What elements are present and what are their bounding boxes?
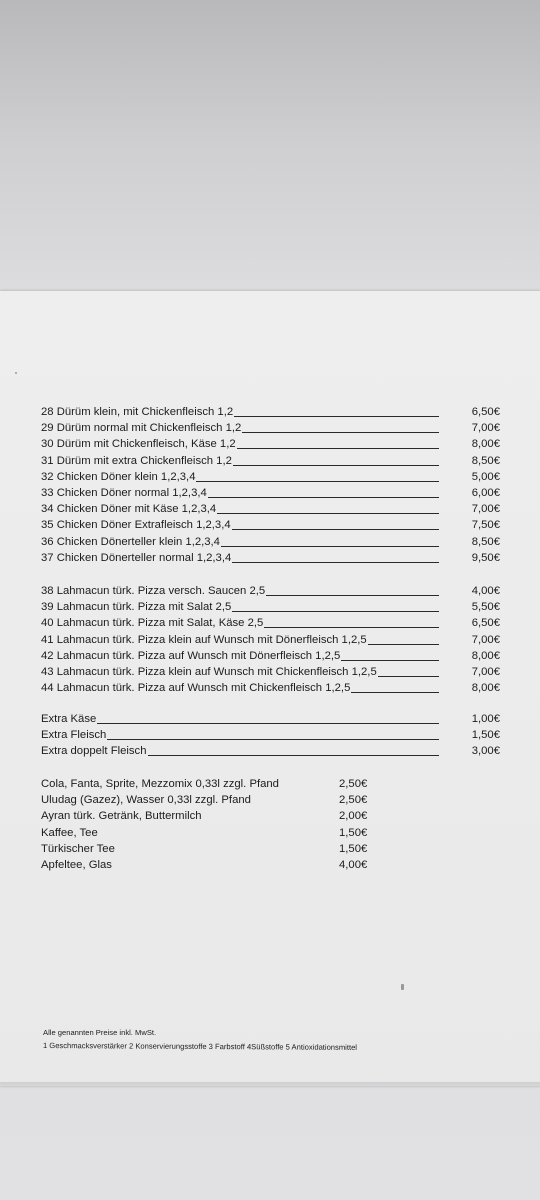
menu-section-lahmacun	[41, 583, 501, 696]
menu-item-name: 31 Dürüm mit extra Chickenfleisch 1,2	[41, 454, 232, 467]
menu-item-price: 7,00€	[471, 633, 500, 646]
menu-item-name: Extra doppelt Fleisch	[41, 745, 147, 758]
menu-item	[41, 776, 501, 792]
menu-item-name: 28 Dürüm klein, mit Chickenfleisch 1,2	[41, 406, 234, 418]
menu-item-name: 38 Lahmacun türk. Pizza versch. Saucen 2,5	[41, 585, 266, 597]
menu-item	[41, 808, 501, 824]
menu-item	[41, 404, 501, 420]
menu-item-price: 1,00€	[471, 713, 500, 725]
menu-item-price: 6,00€	[471, 486, 500, 499]
menu-item-price: 6,50€	[471, 617, 500, 630]
leader-line	[221, 546, 439, 547]
menu-item-price: 4,00€	[471, 585, 500, 597]
menu-item	[41, 727, 501, 743]
menu-item	[41, 632, 501, 648]
menu-item-price: 5,50€	[471, 601, 500, 614]
menu-item-price: 1,50€	[339, 826, 368, 839]
menu-item-price: 8,00€	[471, 649, 500, 662]
menu-item-name: Türkischer Tee	[41, 842, 115, 855]
menu-item-name: 34 Chicken Döner mit Käse 1,2,3,4	[41, 503, 217, 516]
menu-item-price: 8,00€	[471, 438, 500, 451]
menu-item-price: 7,00€	[471, 503, 500, 516]
menu-item-price: 2,50€	[339, 778, 368, 790]
menu-item	[41, 711, 501, 727]
paper-speck	[15, 372, 17, 374]
menu-item	[41, 825, 501, 841]
menu-item-price: 7,00€	[471, 665, 500, 678]
menu-item-price: 8,50€	[471, 535, 500, 548]
paper-speck	[401, 984, 404, 990]
menu-item-name: 36 Chicken Dönerteller klein 1,2,3,4	[41, 535, 220, 548]
menu-item-name: Extra Käse	[41, 713, 97, 725]
menu-item-price: 2,00€	[339, 810, 368, 823]
leader-line	[368, 644, 439, 645]
leader-line	[234, 416, 439, 417]
menu-item	[41, 517, 501, 533]
menu-item-price: 1,50€	[471, 729, 500, 742]
menu-item-name: Cola, Fanta, Sprite, Mezzomix 0,33l zzgl. Pfand	[41, 778, 279, 790]
menu-item	[41, 792, 501, 808]
menu-item	[41, 420, 501, 436]
menu-item	[41, 453, 501, 469]
menu-item	[41, 680, 501, 696]
menu-item	[41, 857, 501, 873]
leader-line	[232, 529, 439, 530]
leader-line	[233, 465, 439, 466]
sheet-edge	[0, 1082, 540, 1086]
menu-item-price: 8,00€	[471, 682, 500, 695]
menu-item-name: 44 Lahmacun türk. Pizza auf Wunsch mit Chickenfleisch 1,2,5	[41, 682, 351, 695]
leader-line	[351, 692, 439, 693]
menu-section-drinks	[41, 776, 501, 873]
leader-line	[232, 611, 439, 612]
menu-item	[41, 501, 501, 517]
leader-line	[264, 627, 439, 628]
leader-line	[232, 562, 439, 563]
background-wall	[0, 0, 540, 300]
menu-section-extras	[41, 711, 501, 760]
additives-legend: 1 Geschmacksverstärker 2 Konservierungsstoffe 3 Farbstoff 4Süßstoffe 5 Antioxidationsmittel	[42, 1041, 358, 1052]
menu-item	[41, 648, 501, 664]
menu-item	[41, 583, 501, 599]
menu-item-price: 2,50€	[339, 794, 368, 807]
menu-item	[41, 615, 501, 631]
menu-item-name: 29 Dürüm normal mit Chickenfleisch 1,2	[41, 422, 242, 435]
menu-item-name: Ayran türk. Getränk, Buttermilch	[41, 810, 202, 823]
menu-item-name: 43 Lahmacun türk. Pizza klein auf Wunsch mit Chickenfleisch 1,2,5	[41, 665, 377, 678]
leader-line	[97, 723, 439, 724]
menu-item	[41, 550, 501, 566]
menu-item-price: 9,50€	[471, 551, 500, 564]
leader-line	[148, 755, 439, 756]
menu-item-price: 3,00€	[471, 745, 500, 758]
leader-line	[107, 739, 439, 740]
menu-item	[41, 469, 501, 485]
menu-item-name: Kaffee, Tee	[41, 826, 98, 839]
menu-item-name: 37 Chicken Dönerteller normal 1,2,3,4	[41, 551, 232, 564]
leader-line	[237, 448, 439, 449]
menu-item-name: 41 Lahmacun türk. Pizza klein auf Wunsch mit Dönerfleisch 1,2,5	[41, 633, 367, 646]
leader-line	[196, 481, 439, 482]
menu-item-name: 40 Lahmacun türk. Pizza mit Salat, Käse 2,5	[41, 617, 264, 630]
menu-item-name: 39 Lahmacun türk. Pizza mit Salat 2,5	[41, 601, 232, 614]
menu-item-price: 8,50€	[471, 454, 500, 467]
leader-line	[341, 660, 439, 661]
menu-item-name: 35 Chicken Döner Extrafleisch 1,2,3,4	[41, 519, 231, 532]
menu-item-price: 1,50€	[339, 842, 368, 855]
menu-item-name: 33 Chicken Döner normal 1,2,3,4	[41, 486, 207, 499]
menu-section-duerum-doener	[41, 404, 501, 566]
menu-item-price: 7,00€	[471, 422, 500, 435]
menu-item-name: Extra Fleisch	[41, 729, 107, 742]
menu-item-price: 7,50€	[471, 519, 500, 532]
leader-line	[378, 676, 439, 677]
menu-item	[41, 664, 501, 680]
menu-item-price: 5,00€	[471, 470, 500, 483]
menu-item-price: 4,00€	[339, 858, 368, 871]
menu-item	[41, 436, 501, 452]
menu-item	[41, 743, 501, 759]
vat-note: Alle genannten Preise inkl. MwSt.	[43, 1028, 157, 1037]
menu-item	[41, 841, 501, 857]
leader-line	[217, 513, 439, 514]
menu-item-name: 30 Dürüm mit Chickenfleisch, Käse 1,2	[41, 438, 236, 451]
leader-line	[266, 595, 439, 596]
menu-item	[41, 599, 501, 615]
menu-item-name: 42 Lahmacun türk. Pizza auf Wunsch mit Dönerfleisch 1,2,5	[41, 649, 341, 662]
menu-item	[41, 534, 501, 550]
leader-line	[208, 497, 439, 498]
leader-line	[242, 432, 439, 433]
menu-item-name: 32 Chicken Döner klein 1,2,3,4	[41, 470, 196, 483]
menu-item-name: Uludag (Gazez), Wasser 0,33l zzgl. Pfand	[41, 794, 251, 807]
menu-item-name: Apfeltee, Glas	[41, 858, 112, 871]
menu-item	[41, 485, 501, 501]
menu-item-price: 6,50€	[471, 406, 500, 418]
